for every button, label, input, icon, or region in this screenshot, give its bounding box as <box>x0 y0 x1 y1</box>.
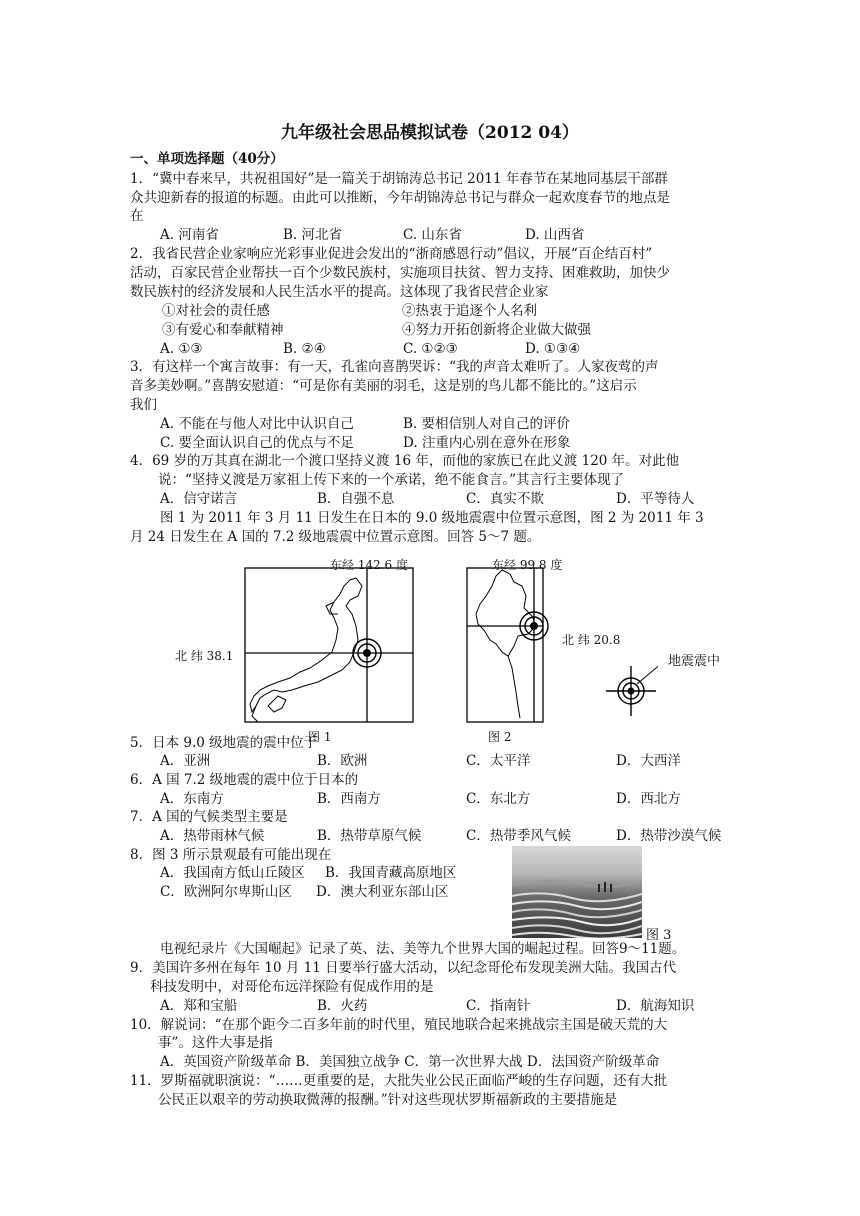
q3-stem-line2: 音多美妙啊。”喜鹊安慰道：“可是你有美丽的羽毛，这是别的鸟儿都不能比的。”这启示 <box>130 378 637 394</box>
q4-stem-line1: 4．69 岁的万其真在湖北一个渡口坚持义渡 16 年，而他的家族已在此义渡 120 年。对此他 <box>130 453 680 469</box>
q4-option-b: B．自强不息 <box>317 491 395 507</box>
q2-option-c: C. ①②③ <box>403 341 458 357</box>
q8-option-b: B．我国青藏高原地区 <box>325 865 457 881</box>
q2-stem-line2: 活动，百家民营企业帮扶一百个少数民族村，实施项目扶贫、智力支持、困难救助，加快少 <box>130 265 670 281</box>
q7-stem: 7．A 国的气候类型主要是 <box>130 809 288 825</box>
q5-stem: 5．日本 9.0 级地震的震中位于 <box>130 735 318 751</box>
q2-statement-4: ④努力开拓创新将企业做大做强 <box>402 322 591 338</box>
epicenter-legend-symbol <box>604 664 658 718</box>
q8-option-c: C．欧洲阿尔卑斯山区 <box>160 884 292 900</box>
section-heading: 一、单项选择题（40分） <box>130 151 284 167</box>
q2-statement-2: ②热衷于追逐个人名利 <box>402 303 537 319</box>
q5-option-b: B．欧洲 <box>317 753 368 769</box>
figure-2-latitude-label: 北 纬 20.8 <box>562 633 621 647</box>
q1-option-b: B. 河北省 <box>283 227 343 243</box>
q3-option-a: A. 不能在与他人对比中认识自己 <box>160 416 354 432</box>
q4-option-c: C．真实不欺 <box>466 491 544 507</box>
q11-stem-line1: 11．罗斯福就职演说：“……更重要的是，大批失业公民正面临严峻的生存问题，还有大批 <box>130 1073 668 1089</box>
q7-option-c: C．热带季风气候 <box>466 828 571 844</box>
q6-option-b: B．西南方 <box>317 791 381 807</box>
figure-1-japan-map <box>238 556 420 732</box>
q9-stem-line2: 科技发明中，对哥伦布远洋探险有促成作用的是 <box>150 979 434 995</box>
q7-option-a: A．热带雨林气候 <box>160 828 265 844</box>
q8-stem: 8．图 3 所示景观最有可能出现在 <box>130 847 332 863</box>
q3-option-c: C. 要全面认识自己的优点与不足 <box>160 435 354 451</box>
q9-stem-line1: 9．美国许多州在每年 10 月 11 日要举行盛大活动，以纪念哥伦布发现美洲大陆。我国古代 <box>130 960 677 976</box>
q3-stem-line1: 3．有这样一个寓言故事：有一天，孔雀向喜鹊哭诉：“我的声音太难听了。人家夜莺的声 <box>130 359 659 375</box>
q5-option-c: C．太平洋 <box>466 753 531 769</box>
q2-option-b: B. ②④ <box>283 341 326 357</box>
q9-option-a: A．郑和宝船 <box>160 998 238 1014</box>
q7-option-b: B．热带草原气候 <box>317 828 422 844</box>
q8-option-d: D．澳大利亚东部山区 <box>316 884 449 900</box>
q10-stem-line2: 事”。这件大事是指 <box>158 1035 273 1051</box>
intro-q5-7-line2: 月 24 日发生在 A 国的 7.2 级地震震中位置示意图。回答 5～7 题。 <box>130 529 541 545</box>
q3-option-b: B. 要相信别人对自己的评价 <box>403 416 571 432</box>
figure-1-caption: 图 1 <box>308 730 332 744</box>
q2-statement-1: ①对社会的责任感 <box>162 303 270 319</box>
q4-option-d: D．平等待人 <box>616 491 695 507</box>
q1-option-d: D. 山西省 <box>525 227 585 243</box>
q3-stem-line3: 我们 <box>130 397 157 413</box>
q6-option-c: C．东北方 <box>466 791 531 807</box>
figure-1-latitude-label: 北 纬 38.1 <box>175 649 234 663</box>
page-title: 九年级社会思品模拟试卷（2012 04） <box>281 123 579 143</box>
q2-statement-3: ③有爱心和奉献精神 <box>162 322 284 338</box>
q8-option-a: A．我国南方低山丘陵区 <box>160 865 305 881</box>
intro-q9-11: 电视纪录片《大国崛起》记录了英、法、美等九个世界大国的崛起过程。回答9～11题。 <box>160 941 686 957</box>
q6-option-d: D．西北方 <box>616 791 681 807</box>
q6-stem: 6．A 国 7.2 级地震的震中位于日本的 <box>130 772 359 788</box>
q1-option-a: A. 河南省 <box>160 227 219 243</box>
q5-option-d: D．大西洋 <box>616 753 681 769</box>
q1-option-c: C. 山东省 <box>403 227 462 243</box>
q7-option-d: D．热带沙漠气候 <box>616 828 722 844</box>
q9-option-c: C．指南针 <box>466 998 531 1014</box>
q9-option-d: D．航海知识 <box>616 998 695 1014</box>
q2-stem-line1: 2．我省民营企业家响应光彩事业促进会发出的“浙商感恩行动”倡议，开展“百企结百村” <box>130 246 653 262</box>
epicenter-legend-label: 地震震中 <box>668 654 721 669</box>
q4-option-a: A．信守诺言 <box>160 491 238 507</box>
figure-3-terraced-fields-photo <box>512 846 642 938</box>
q1-stem-line3: 在 <box>130 208 144 224</box>
q3-option-d: D. 注重内心别在意外在形象 <box>403 435 571 451</box>
q10-options: A．英国资产阶级革命 B．美国独立战争 C．第一次世界大战 D．法国资产阶级革命 <box>160 1054 660 1070</box>
q9-option-b: B．火药 <box>317 998 368 1014</box>
figure-2-longitude-label: 东经 99.8 度 <box>492 558 563 572</box>
q2-option-d: D. ①③④ <box>525 341 581 357</box>
q10-stem-line1: 10．解说词：“在那个距今二百多年前的时代里，殖民地联合起来挑战宗主国是破天荒的大 <box>130 1017 668 1033</box>
q1-stem-line1: 1．“冀中春来早，共祝祖国好”是一篇关于胡锦涛总书记 2011 年春节在某地同基层干部群 <box>130 171 668 187</box>
q6-option-a: A．东南方 <box>160 791 224 807</box>
q5-option-a: A．亚洲 <box>160 753 211 769</box>
q2-option-a: A. ①③ <box>160 341 203 357</box>
q2-stem-line3: 数民族村的经济发展和人民生活水平的提高。这体现了我省民营企业家 <box>130 284 549 300</box>
figure-3-caption: 图 3 <box>646 928 672 943</box>
figure-2-country-map <box>462 556 552 732</box>
q1-stem-line2: 众共迎新春的报道的标题。由此可以推断，今年胡锦涛总书记与群众一起欢度春节的地点是 <box>130 190 670 206</box>
q4-stem-line2: 说：“坚持义渡是万家祖上传下来的一个承诺，绝不能食言。”其言行主要体现了 <box>158 472 625 488</box>
figure-2-caption: 图 2 <box>488 730 512 744</box>
figure-1-longitude-label: 东经 142.6 度 <box>330 558 408 572</box>
q11-stem-line2: 公民正以艰辛的劳动换取微薄的报酬。”针对这些现状罗斯福新政的主要措施是 <box>158 1092 618 1108</box>
intro-q5-7-line1: 图 1 为 2011 年 3 月 11 日发生在日本的 9.0 级地震震中位置示意图，图 2 为 2011 年 3 <box>160 510 704 526</box>
